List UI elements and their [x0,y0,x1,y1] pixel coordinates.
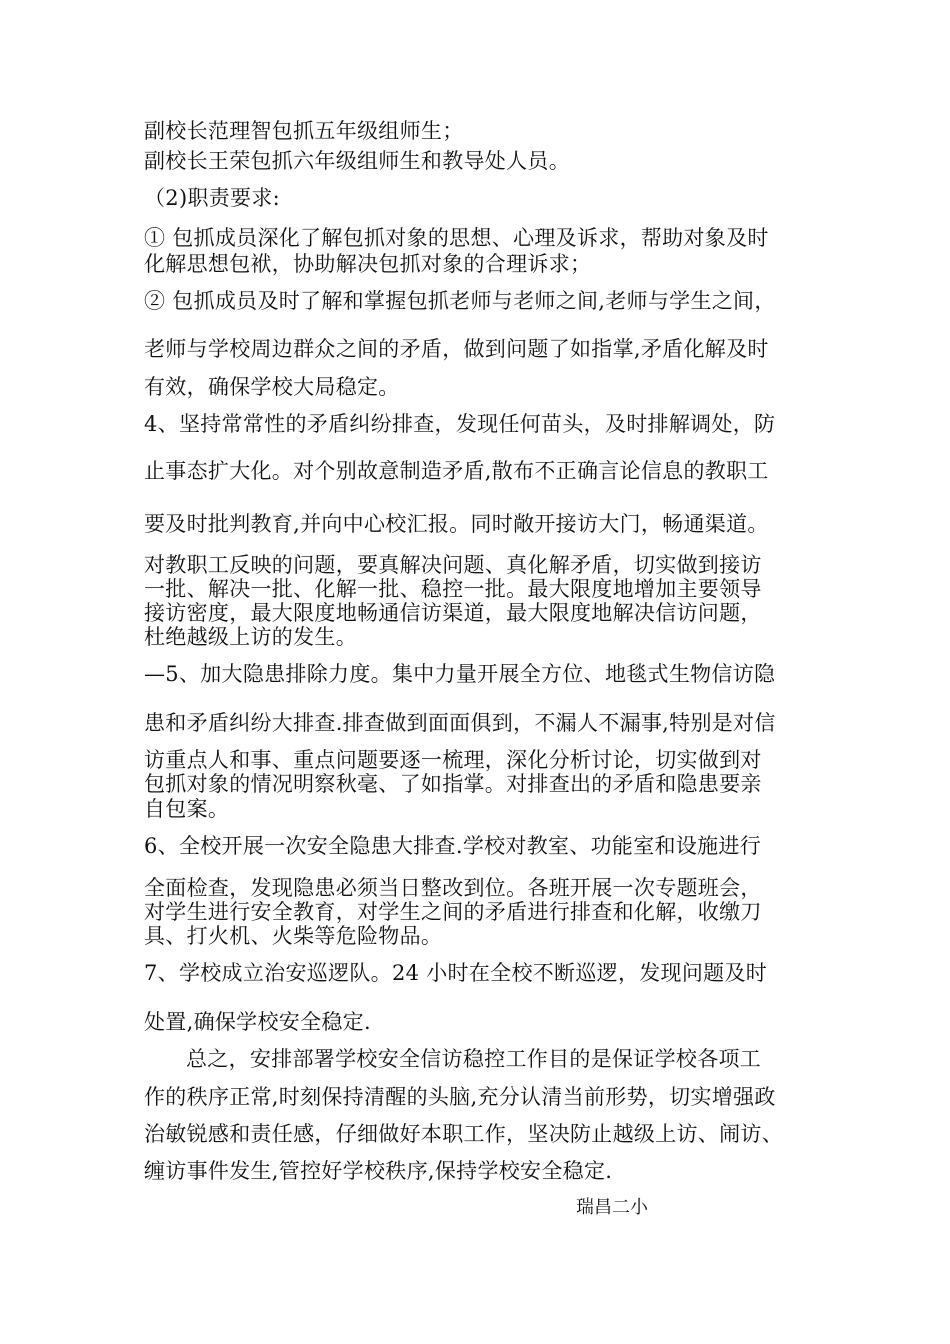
text-line: 自包案。 [144,797,230,821]
text-line: 具、打火机、火柴等危险物品。 [144,924,443,948]
text-line: 要及时批判教育,并向中心校汇报。同时敞开接访大门，畅通渠道。 [144,512,769,536]
text-line: 杜绝越级上访的发生。 [144,625,357,649]
text-line: 化解思想包袱，协助解决包抓对象的合理诉求； [144,252,592,276]
text-line: 患和矛盾纠纷大排查.排查做到面面俱到，不漏人不漏事,特别是对信 [144,711,776,735]
text-line: 处置,确保学校安全稳定. [144,1010,371,1034]
text-line: 作的秩序正常,时刻保持清醒的头脑,充分认清当前形势，切实增强政 [144,1085,776,1109]
text-line: 接访密度，最大限度地畅通信访渠道，最大限度地解决信访问题， [144,601,762,625]
text-line: 访重点人和事、重点问题要逐一梳理，深化分析讨论，切实做到对 [144,748,762,772]
text-line: 止事态扩大化。对个别故意制造矛盾,散布不正确言论信息的教职工 [144,459,769,483]
text-line: ① 包抓成员深化了解包抓对象的思想、心理及诉求，帮助对象及时 [144,226,769,250]
text-line: 一批、解决一批、化解一批、稳控一批。最大限度地增加主要领导 [144,577,762,601]
conclusion-first-line: 总之，安排部署学校安全信访稳控工作目的是保证学校各项工 [186,1047,762,1071]
text-line: 包抓对象的情况明察秋毫、了如指掌。对排查出的矛盾和隐患要亲 [144,772,762,796]
text-line: —5、加大隐患排除力度。集中力量开展全方位、地毯式生物信访隐 [144,662,776,686]
text-line: 7、学校成立治安巡逻队。24 小时在全校不断巡逻，发现问题及时 [144,961,768,985]
text-line: 副校长王荣包抓六年级组师生和教导处人员。 [144,149,570,173]
text-line: 老师与学校周边群众之间的矛盾，做到问题了如指掌,矛盾化解及时 [144,337,769,361]
text-line: 治敏锐感和责任感，仔细做好本职工作，坚决防止越级上访、闹访、 [144,1122,783,1146]
text-line: 6、全校开展一次安全隐患大排查.学校对教室、功能室和设施进行 [144,834,762,858]
text-line: ② 包抓成员及时了解和掌握包抓老师与老师之间,老师与学生之间， [144,289,776,313]
text-line: 有效，确保学校大局稳定。 [144,375,400,399]
text-line: 对学生进行安全教育，对学生之间的矛盾进行排查和化解，收缴刀 [144,900,762,924]
text-line: 4、坚持常常性的矛盾纠纷排查，发现任何苗头，及时排解调处，防 [144,412,776,436]
text-line: 对教职工反映的问题，要真解决问题、真化解矛盾，切实做到接访 [144,553,762,577]
signature: 瑞昌二小 [576,1197,648,1218]
text-line: 缠访事件发生,管控好学校秩序,保持学校安全稳定. [144,1159,613,1183]
text-line: 副校长范理智包抓五年级组师生； [144,119,464,143]
section-heading: （2)职责要求: [144,186,281,210]
text-line: 全面检查，发现隐患必须当日整改到位。各班开展一次专题班会， [144,876,762,900]
